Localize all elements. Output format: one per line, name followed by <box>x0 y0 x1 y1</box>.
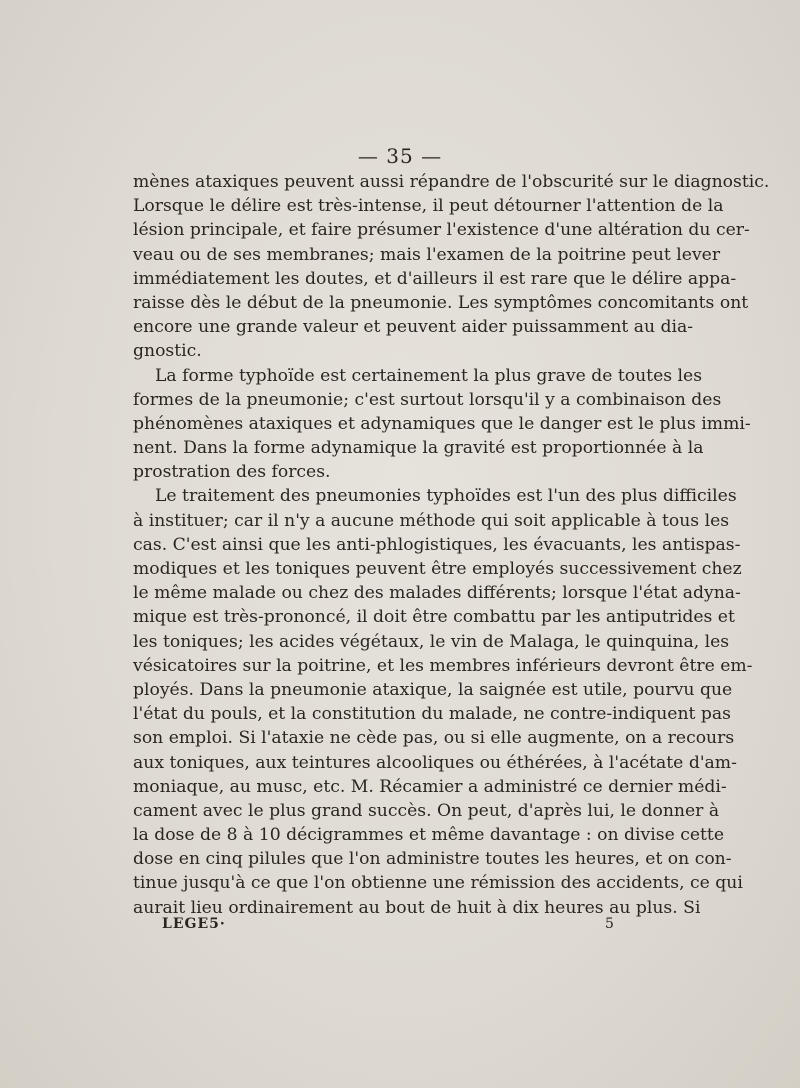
text-line: nent. Dans la forme adynamique la gravité est proportionnée à la <box>133 438 704 459</box>
text-line: l'état du pouls, et la constitution du malade, ne contre-indiquent pas <box>133 704 731 725</box>
text-line: moniaque, au musc, etc. M. Récamier a administré ce dernier médi- <box>133 776 727 797</box>
text-line: encore une grande valeur et peuvent aider puissamment au dia- <box>133 317 694 338</box>
text-line: mique est très-prononcé, il doit être combattu par les antiputrides et <box>133 607 735 628</box>
text-line: les toniques; les acides végétaux, le vin de Malaga, le quinquina, les <box>133 631 730 652</box>
body-text <box>133 170 770 920</box>
text-line: gnostic. <box>133 341 202 362</box>
text-line: le même malade ou chez des malades différents; lorsque l'état adyna- <box>133 583 741 604</box>
text-line: formes de la pneumonie; c'est surtout lorsqu'il y a combinaison des <box>133 389 722 410</box>
text-line: cas. C'est ainsi que les anti-phlogistiques, les évacuants, les antispas- <box>133 534 741 555</box>
text-line: Le traitement des pneumonies typhoïdes est l'un des plus difficiles <box>155 486 737 507</box>
text-line: modiques et les toniques peuvent être employés successivement chez <box>133 559 742 579</box>
text-line: raisse dès le début de la pneumonie. Les symptômes concomitants ont <box>133 292 749 313</box>
signature-mark: 5 <box>605 916 614 932</box>
text-line: dose en cinq pilules que l'on administre toutes les heures, et on con- <box>133 849 732 870</box>
text-line: La forme typhoïde est certainement la plus grave de toutes les <box>155 365 703 386</box>
text-line: vésicatoires sur la poitrine, et les membres inférieurs devront être em- <box>133 655 753 676</box>
text-line: mènes ataxiques peuvent aussi répandre de l'obscurité sur le diagnostic. <box>133 172 770 192</box>
page-footer <box>0 916 800 936</box>
text-line: la dose de 8 à 10 décigrammes et même davantage : on divise cette <box>133 825 724 846</box>
text-line: Lorsque le délire est très-intense, il peut détourner l'attention de la <box>133 196 724 217</box>
printer-signature: LEGE5· <box>162 916 226 932</box>
text-line: son emploi. Si l'ataxie ne cède pas, ou si elle augmente, on a recours <box>133 728 735 749</box>
page-number: — 35 — <box>357 144 443 168</box>
text-line: tinue jusqu'à ce que l'on obtienne une rémission des accidents, ce qui <box>133 873 743 894</box>
text-line: lésion principale, et faire présumer l'existence d'une altération du cer- <box>133 220 750 241</box>
text-line: veau ou de ses membranes; mais l'examen de la poitrine peut lever <box>133 244 721 265</box>
text-line: ployés. Dans la pneumonie ataxique, la saignée est utile, pourvu que <box>133 679 733 700</box>
text-line: cament avec le plus grand succès. On peut, d'après lui, le donner à <box>133 800 720 821</box>
text-line: aurait lieu ordinairement au bout de huit à dix heures au plus. Si <box>133 897 701 918</box>
text-line: aux toniques, aux teintures alcooliques ou éthérées, à l'acétate d'am- <box>133 752 737 773</box>
text-line: à instituer; car il n'y a aucune méthode qui soit applicable à tous les <box>133 510 730 531</box>
text-line: prostration des forces. <box>133 462 331 483</box>
text-line: immédiatement les doutes, et d'ailleurs il est rare que le délire appa- <box>133 268 737 289</box>
text-line: phénomènes ataxiques et adynamiques que le danger est le plus immi- <box>133 413 751 434</box>
